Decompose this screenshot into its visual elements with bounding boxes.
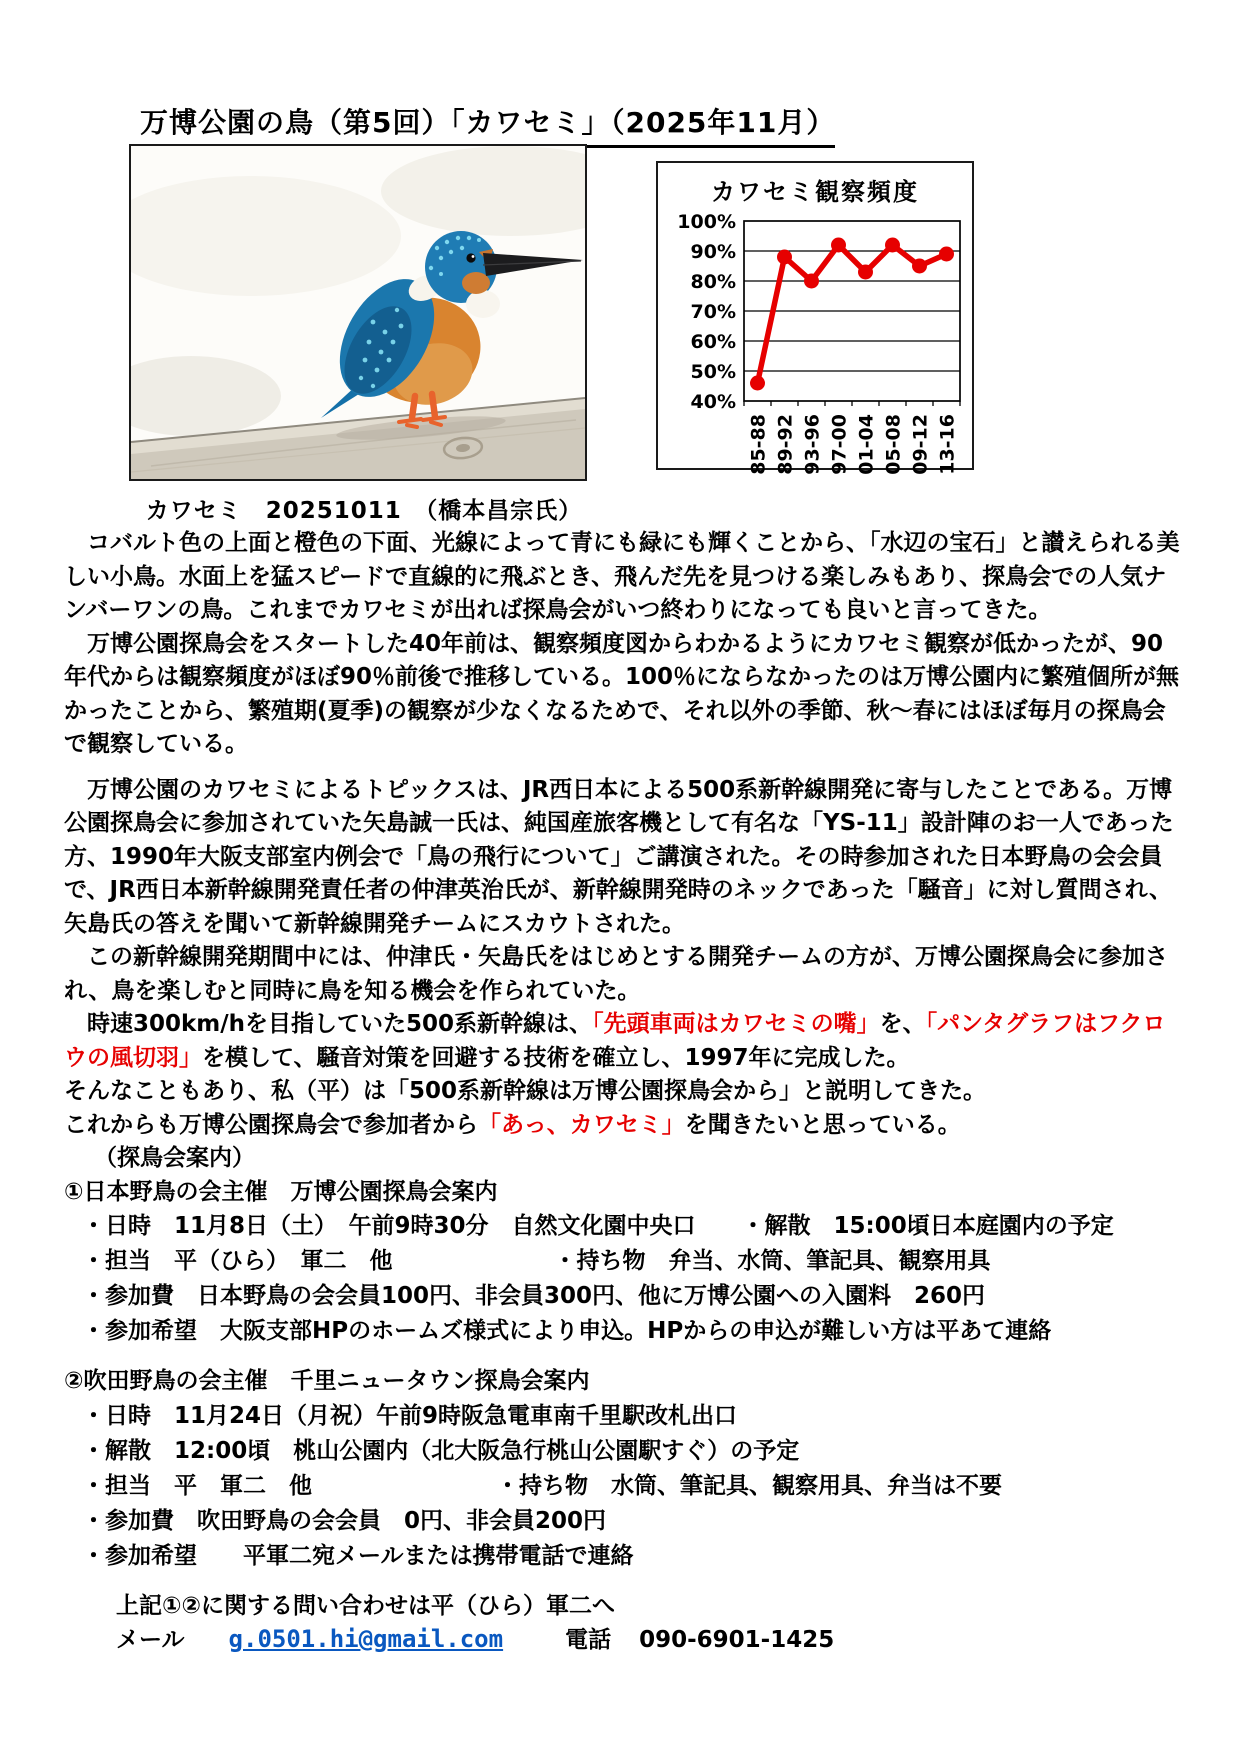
event1-heading: ①日本野鳥の会主催 万博公園探鳥会案内 — [64, 1178, 498, 1205]
highlight-ah-kawasemi: 「あっ、カワセミ」 — [478, 1111, 685, 1138]
svg-text:80%: 80% — [690, 271, 736, 293]
event2-item-apply: ・参加希望 平軍二宛メールまたは携帯電話で連絡 — [82, 1542, 634, 1569]
paragraph-5-text: 時速300km/hを目指していた500系新幹線は、 — [64, 1011, 593, 1037]
svg-text:60%: 60% — [690, 331, 736, 353]
paragraph-5: 時速300km/hを目指していた500系新幹線は、「先頭車両はカワセミの嘴」を、「パンタグラフはフクロウの風切羽」を模して、騒音対策を回避する技術を確立し、1997年に完成した。 — [64, 1011, 1166, 1071]
svg-text:40%: 40% — [690, 391, 736, 413]
email-link[interactable]: g.0501.hi@gmail.com — [228, 1625, 504, 1653]
chart-canvas — [658, 209, 972, 475]
svg-text:89-92: 89-92 — [774, 414, 797, 475]
svg-text:93-96: 93-96 — [801, 414, 824, 475]
article-body — [64, 527, 1182, 1658]
event1-item-fee: ・参加費 日本野鳥の会会員100円、非会員300円、他に万博公園への入園料 260円 — [82, 1283, 986, 1309]
observation-frequency-chart — [656, 161, 974, 475]
events-header: （探鳥会案内） — [94, 1145, 255, 1171]
contact-block — [64, 1590, 1182, 1658]
photo-caption: カワセミ 20251011 （橋本昌宗氏） — [145, 498, 583, 524]
paragraph-6: そんなこともあり、私（平）は「500系新幹線は万博公園探鳥会から」と説明してきた。 — [64, 1078, 987, 1104]
event2-item-leader: ・担当 平 軍二 他 ・持ち物 水筒、筆記具、観察用具、弁当は不要 — [82, 1472, 1002, 1499]
kingfisher-illustration — [131, 146, 585, 479]
highlight-owl-feather: 「パンタグラフはフクロウの風切羽」 — [64, 1011, 1166, 1071]
mail-label: メール — [116, 1627, 185, 1653]
svg-text:90%: 90% — [690, 241, 736, 263]
svg-text:13-16: 13-16 — [936, 414, 959, 475]
svg-text:85-88: 85-88 — [747, 414, 770, 475]
page-title: 万博公園の鳥（第5回）「カワセミ」（2025年11月） — [140, 101, 835, 148]
svg-text:05-08: 05-08 — [882, 414, 905, 475]
contact-inquiry: 上記①②に関する問い合わせは平（ひら）軍二へ — [116, 1592, 615, 1619]
svg-text:50%: 50% — [690, 361, 736, 383]
svg-text:09-12: 09-12 — [909, 414, 932, 475]
event2-heading: ②吹田野鳥の会主催 千里ニュータウン探鳥会案内 — [64, 1368, 590, 1394]
event2-item-fee: ・参加費 吹田野鳥の会会員 0円、非会員200円 — [82, 1507, 607, 1534]
event2-item-datetime: ・日時 11月24日（月祝）午前9時阪急電車南千里駅改札出口 — [82, 1402, 738, 1429]
svg-text:01-04: 01-04 — [855, 414, 878, 475]
paragraph-4: この新幹線開発期間中には、仲津氏・矢島氏をはじめとする開発チームの方が、万博公園探鳥会に参加され、鳥を楽しむと同時に鳥を知る機会を作られていた。 — [64, 944, 1168, 1004]
svg-text:70%: 70% — [690, 301, 736, 323]
phone-label: 電話 — [565, 1627, 612, 1653]
chart-title: カワセミ観察頻度 — [711, 178, 919, 206]
svg-text:100%: 100% — [677, 211, 736, 233]
kingfisher-photo — [129, 144, 587, 481]
contact-row — [116, 1623, 1182, 1658]
svg-text:97-00: 97-00 — [828, 414, 851, 475]
event1-item-leader: ・担当 平（ひら） 軍二 他 ・持ち物 弁当、水筒、筆記具、観察用具 — [82, 1248, 991, 1274]
highlight-kingfisher-beak: 「先頭車両はカワセミの嘴」 — [592, 1011, 880, 1037]
phone-number: 090-6901-1425 — [639, 1627, 835, 1653]
event1-item-datetime: ・日時 11月8日（土） 午前9時30分 自然文化園中央口 ・解散 15:00頃日本庭園内の予定 — [82, 1213, 1114, 1239]
paragraph-7: これからも万博公園探鳥会で参加者から「あっ、カワセミ」を聞きたいと思っている。 — [64, 1111, 961, 1138]
event1-item-apply: ・参加希望 大阪支部HPのホームズ様式により申込。HPからの申込が難しい方は平あて連絡 — [82, 1318, 1052, 1344]
paragraph-3: 万博公園のカワセミによるトピックスは、JR西日本による500系新幹線開発に寄与したことである。万博公園探鳥会に参加されていた矢島誠一氏は、純国産旅客機として有名な「YS-11」設計陣のお一人であった方、1990年大阪支部室内例会で「鳥の飛行について」ご講演された。その時参加された日本野鳥の会会員で、JR西日本新幹線開発責任者の仲津英治氏が、新幹線開発時のネックであった「騒音」に対し質問され、矢島氏の答えを聞いて新幹線開発チームにスカウトされた。 — [64, 776, 1174, 937]
paragraph-1: コバルト色の上面と橙色の下面、光線によって青にも緑にも輝くことから、「水辺の宝石」と讃えられる美しい小鳥。水面上を猛スピードで直線的に飛ぶとき、飛んだ先を見つける楽しみもあり、探鳥会での人気ナンバーワンの鳥。これまでカワセミが出れば探鳥会がいつ終わりになっても良いと言ってきた。 — [64, 530, 1180, 623]
paragraph-2: 万博公園探鳥会をスタートした40年前は、観察頻度図からわかるようにカワセミ観察が低かったが、90年代からは観察頻度がほぼ90％前後で推移している。100％にならなかったのは万博公園内に繁殖個所が無かったことから、繁殖期(夏季)の観察が少なくなるためで、それ以外の季節、秋～春にはほぼ毎月の探鳥会で観察している。 — [64, 630, 1180, 757]
event2-item-end: ・解散 12:00頃 桃山公園内（北大阪急行桃山公園駅すぐ）の予定 — [82, 1437, 800, 1464]
